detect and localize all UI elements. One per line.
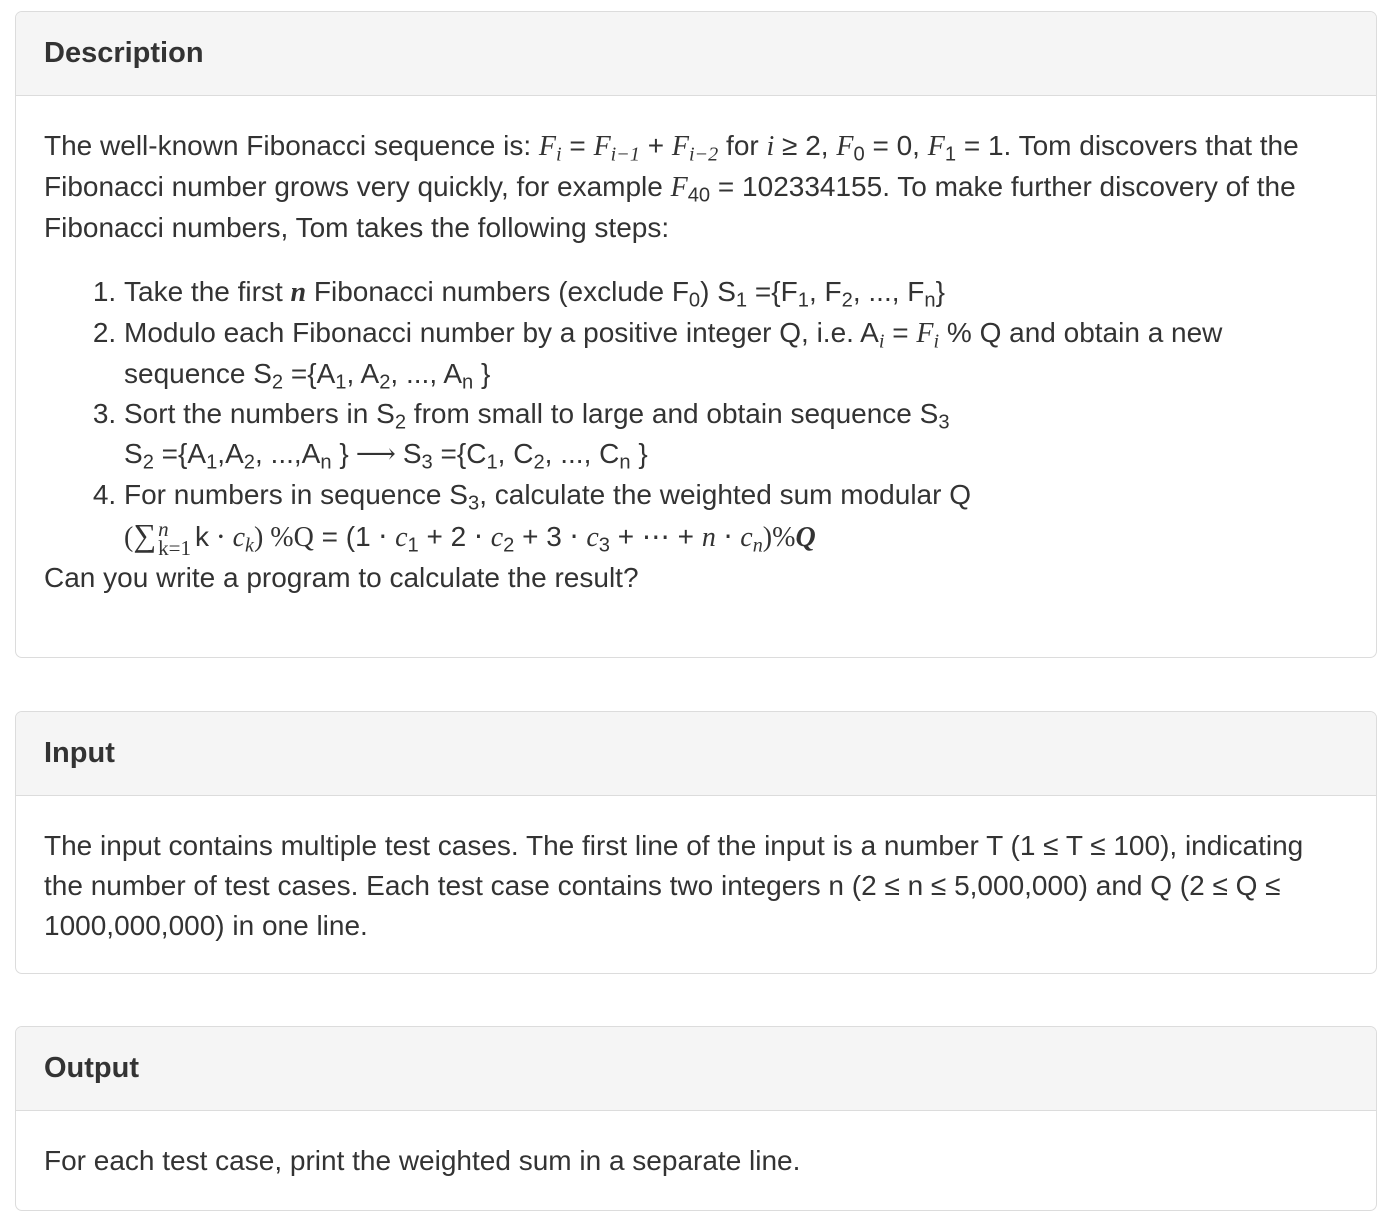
input-body [16, 796, 1376, 946]
step-item: 1. Take the first n Fibonacci numbers (exclude $F_0$) $S_1 =\{F_1$, $F_2$, ..., $F_n$} [124, 272, 1348, 313]
output-header [16, 1027, 1376, 1111]
input-header [16, 712, 1376, 796]
output-title: Output [44, 1052, 140, 1084]
description-body [16, 96, 1376, 598]
description-header [16, 12, 1376, 96]
description-question: Can you write a program to calculate the result? [44, 562, 639, 593]
input-text: The input contains multiple test cases. The first line of the input is a number T (1 ≤ T ≤ 100), indicating the number of test cases. Each test case contains two integers n (2 ≤ n ≤ 5,000,000) and Q (2 ≤ Q ≤ 1000,000,000) in one line. [44, 830, 1304, 941]
step-item: 3. Sort the numbers in $S_2$ from small to large and obtain sequence $S_3$ $S_2 =\{A_1,A_2$, $...,A_n$ } ⟶ $S_3 =\{C_1$, $C_2$, ..., $C_n$ } [124, 394, 1348, 475]
sigma-icon: ∑ [133, 517, 157, 553]
description-title: Description [44, 37, 204, 69]
output-text: For each test case, print the weighted sum in a separate line. [44, 1145, 801, 1176]
description-card [15, 11, 1377, 658]
description-intro: The well-known Fibonacci sequence is: $F_i = F_{i-1} + F_{i-2}$ for i ≥ 2, $F_0 = 0$, $F_1 = 1$. Tom discovers that the Fibonacci number grows very quickly, for example $F_{40} = 102334155$. To make further discovery of the Fibonacci numbers, Tom takes the following steps: [44, 130, 1299, 243]
output-body [16, 1111, 1376, 1181]
steps-list [44, 272, 1348, 558]
weighted-sum-formula: (∑ n k=1 $k \cdot c_k$) $\%Q = (1 \cdot c_1 + 2 \cdot c_2 + 3 \cdot c_3$ + ⋯ + $n \cdot c_n)\%Q$ [124, 516, 816, 560]
output-card [15, 1026, 1377, 1211]
arrow-icon: ⟶ [348, 439, 403, 470]
input-card [15, 711, 1377, 974]
step-item: 2. Modulo each Fibonacci number by a positive integer Q, i.e. $A_i = F_i$ % Q and obtain a new sequence $S_2 =\{A_1$, $A_2$, ..., $A_n$ } [124, 313, 1348, 394]
input-title: Input [44, 737, 115, 769]
step-item: 4. For numbers in sequence $S_3$, calculate the weighted sum modular Q (∑ n k=1 $k \cdot c_k$) $\%Q = (1 \cdot c_1 + 2 \cdot c_2 + 3 \cdot c_3$ + ⋯ + $n \cdot c_n)\%Q$ [124, 475, 1348, 558]
